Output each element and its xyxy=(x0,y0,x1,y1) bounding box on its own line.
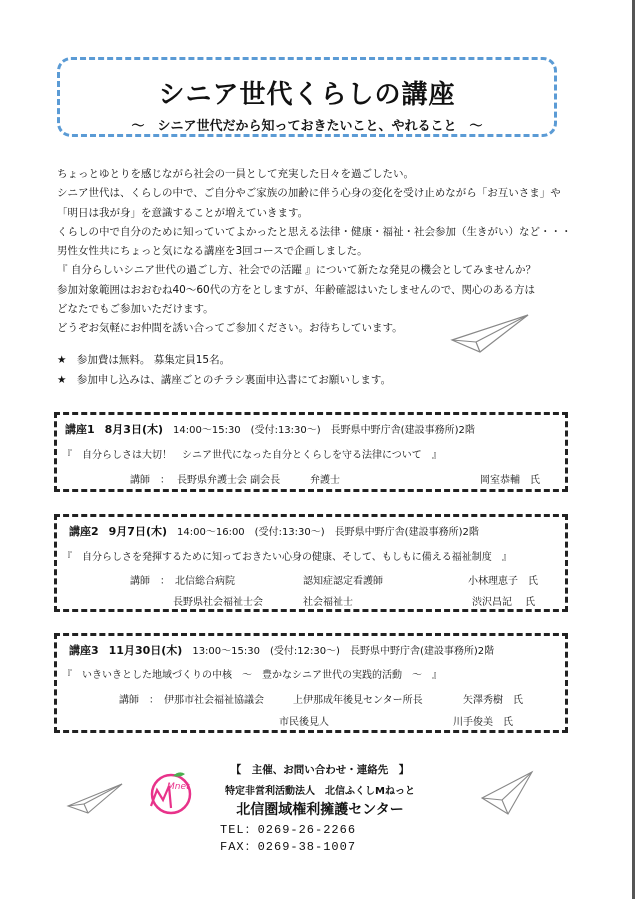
intro-line: シニア世代は、くらしの中で、ご自分やご家族の加齢に伴う心身の変化を受け止めながら「お互いさま」や xyxy=(57,187,561,200)
lecturer-org: 長野県社会福祉士会 xyxy=(173,597,263,608)
lecture-2-box xyxy=(54,514,568,612)
lecturer-org: 伊那市社会福祉協議会 xyxy=(164,695,264,706)
lecturer-label: 講師 ： xyxy=(130,576,170,587)
paper-plane-icon xyxy=(66,780,124,816)
lecture-theme: 『 いきいきとした地域づくりの中核 ～ 豊かなシニア世代の実践的活動 ～ 』 xyxy=(62,670,442,681)
paper-plane-icon xyxy=(450,312,530,357)
lecturer-name: 矢澤秀樹 氏 xyxy=(463,695,523,706)
lecture-header xyxy=(65,421,475,437)
lecture-header xyxy=(69,523,479,539)
lecture-date: 9月7日(木) xyxy=(108,525,168,538)
lecture-date: 11月30日(木) xyxy=(108,644,183,657)
lecture-date: 8月3日(木) xyxy=(104,423,164,436)
title-box xyxy=(57,57,557,137)
lecturer-role: 弁護士 xyxy=(310,475,340,486)
intro-line: 「明日は我が身」を意識することが増えていきます。 xyxy=(57,206,309,219)
intro-line: どなたでもご参加いただけます。 xyxy=(57,303,214,316)
page-title: シニア世代くらしの講座 xyxy=(158,80,456,110)
lecturer-name: 小林理恵子 氏 xyxy=(468,576,538,587)
lecturer-name: 岡室恭輔 氏 xyxy=(480,475,540,486)
lecture-time: 14:00～16:00 (受付:13:30～) xyxy=(177,527,325,538)
contact-heading: 【 主催、お問い合わせ・連絡先 】 xyxy=(230,764,410,776)
lecture-theme: 『 自分らしさは大切！ シニア世代になった自分とくらしを守る法律について 』 xyxy=(62,450,442,461)
lecturer-role: 認知症認定看護師 xyxy=(303,576,383,587)
lecturer-org: 長野県弁護士会 副会長 xyxy=(177,475,281,486)
lecture-time: 14:00～15:30 (受付:13:30～) xyxy=(173,425,321,436)
lecture-3-box xyxy=(54,633,568,733)
lecturer-name: 渋沢昌記 氏 xyxy=(472,597,536,608)
note-item: ★ 参加費は無料。 募集定員15名。 xyxy=(57,354,231,366)
intro-line: 『 自分らしいシニア世代の過ごし方、社会での活躍 』について新たな発見の機会としてみませんか？ xyxy=(57,264,536,277)
lecture-place: 長野県中野庁舎(建設事務所)2階 xyxy=(349,646,495,657)
lecture-place: 長野県中野庁舎(建設事務所)2階 xyxy=(334,527,479,538)
lecture-label: 講座1 xyxy=(65,423,95,436)
lecturer-name: 川手俊美 氏 xyxy=(453,717,513,728)
lecturer-role: 社会福祉士 xyxy=(303,597,353,608)
mnet-logo-mark xyxy=(145,768,205,818)
lecturer-label: 講師 ： xyxy=(130,475,170,486)
intro-line: どうぞお気軽にお仲間を誘い合ってご参加ください。お待ちしています。 xyxy=(57,322,403,335)
lecture-place: 長野県中野庁舎(建設事務所)2階 xyxy=(330,425,475,436)
intro-line: 参加対象範囲はおおむね40～60代の方をとしますが、年齢確認はいたしませんので、関心のある方は xyxy=(57,283,536,296)
lecture-label: 講座2 xyxy=(69,525,99,538)
lecture-theme: 『 自分らしさを発揮するために知っておきたい心身の健康、そして、もしもに備える福祉制度 』 xyxy=(62,552,512,563)
lecturer-role: 市民後見人 xyxy=(279,717,329,728)
intro-line: くらしの中で自分のために知っていてよかったと思える法律・健康・福祉・社会参加（生きがい）など・・・ xyxy=(57,225,572,238)
lecturer-role: 上伊那成年後見センター所長 xyxy=(293,695,423,706)
intro-line: ちょっとゆとりを感じながら社会の一員として充実した日々を過ごしたい。 xyxy=(57,168,414,180)
contact-org-1: 特定非営利活動法人 北信ふくしMねっと xyxy=(225,786,415,797)
mnet-logo xyxy=(145,768,205,818)
notes xyxy=(57,350,391,390)
contact-tel: TEL：0269-26-2266 xyxy=(220,823,357,837)
intro-line: 男性女性共にちょっと気になる講座を3回コースで企画しました。 xyxy=(57,245,368,258)
contact-org-2: 北信圏域権利擁護センター xyxy=(236,802,404,818)
contact-fax: FAX：0269-38-1007 xyxy=(220,840,357,854)
page-subtitle: ～ シニア世代だから知っておきたいこと、やれること ～ xyxy=(131,119,483,134)
lecture-label: 講座3 xyxy=(69,644,99,657)
lecture-header xyxy=(69,642,494,658)
lecturer-org: 北信総合病院 xyxy=(175,576,235,587)
lecture-time: 13:00～15:30 (受付:12:30～) xyxy=(192,646,340,657)
mnet-logo-text: Mnet xyxy=(167,782,190,792)
lecture-1-box xyxy=(54,412,568,492)
lecturer-label: 講師 ： xyxy=(119,695,159,706)
note-item: ★ 参加申し込みは、講座ごとのチラシ裏面申込書にてお願いします。 xyxy=(57,374,392,386)
paper-plane-icon xyxy=(478,768,536,818)
